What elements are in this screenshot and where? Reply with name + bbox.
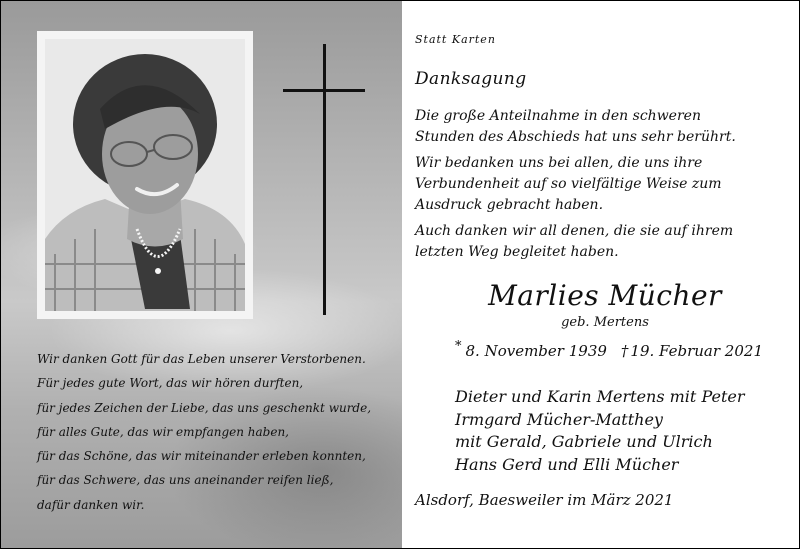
place-and-date: Alsdorf, Baesweiler im März 2021 (415, 491, 674, 509)
poem-line: Wir danken Gott für das Leben unserer Verstorbenen. (37, 352, 366, 366)
death-date: 19. Februar 2021 (630, 342, 763, 360)
paragraph-line: Wir bedanken uns bei allen, die uns ihre (415, 155, 703, 171)
maiden-name: geb. Mertens (561, 315, 649, 330)
paragraph-line: Ausdruck gebracht haben. (415, 197, 604, 213)
paragraph-line: letzten Weg begleitet haben. (415, 244, 619, 260)
poem-line: Für jedes gute Wort, das wir hören durften, (37, 376, 304, 391)
poem (37, 347, 397, 517)
paragraph-line: Die große Anteilnahme in den schweren (415, 108, 701, 124)
portrait-photo (45, 39, 245, 311)
poem-line: für das Schwere, das uns aneinander reifen ließ, (37, 473, 334, 488)
birth-star-icon: * (455, 339, 462, 354)
thanks-paragraph (415, 221, 733, 263)
family-line: mit Gerald, Gabriele und Ulrich (455, 432, 713, 451)
poem-line: dafür danken wir. (37, 497, 145, 512)
family-line: Hans Gerd und Elli Mücher (455, 454, 679, 474)
cross-horizontal-bar (283, 89, 365, 92)
header-note: Statt Karten (415, 33, 496, 46)
thanks-paragraph (415, 153, 722, 216)
poem-line: für alles Gute, das wir empfangen haben, (37, 424, 289, 439)
paragraph-line: Stunden des Abschieds hat uns sehr berührt. (415, 129, 736, 145)
death-cross-icon: † (620, 342, 629, 360)
sky-background-panel (1, 1, 402, 548)
paragraph-line: Verbundenheit auf so vielfältige Weise zum (415, 176, 722, 192)
cross-vertical-bar (323, 44, 326, 315)
family-line: Dieter und Karin Mertens mit Peter (455, 387, 745, 406)
family-line: Irmgard Mücher-Matthey (455, 409, 663, 429)
paragraph-line: Auch danken wir all denen, die sie auf ihrem (415, 223, 734, 239)
obituary-notice (1, 1, 799, 548)
poem-line: für jedes Zeichen der Liebe, das uns geschenkt wurde, (37, 400, 372, 415)
portrait-frame (37, 31, 253, 319)
deceased-name: Marlies Mücher (488, 279, 722, 312)
family-list (455, 386, 745, 476)
poem-line: für das Schöne, das wir miteinander erleben konnten, (37, 449, 366, 464)
birth-date: 8. November 1939 (465, 342, 607, 360)
notice-title: Danksagung (415, 69, 527, 89)
thanks-paragraph (415, 106, 736, 148)
life-dates (455, 339, 763, 360)
